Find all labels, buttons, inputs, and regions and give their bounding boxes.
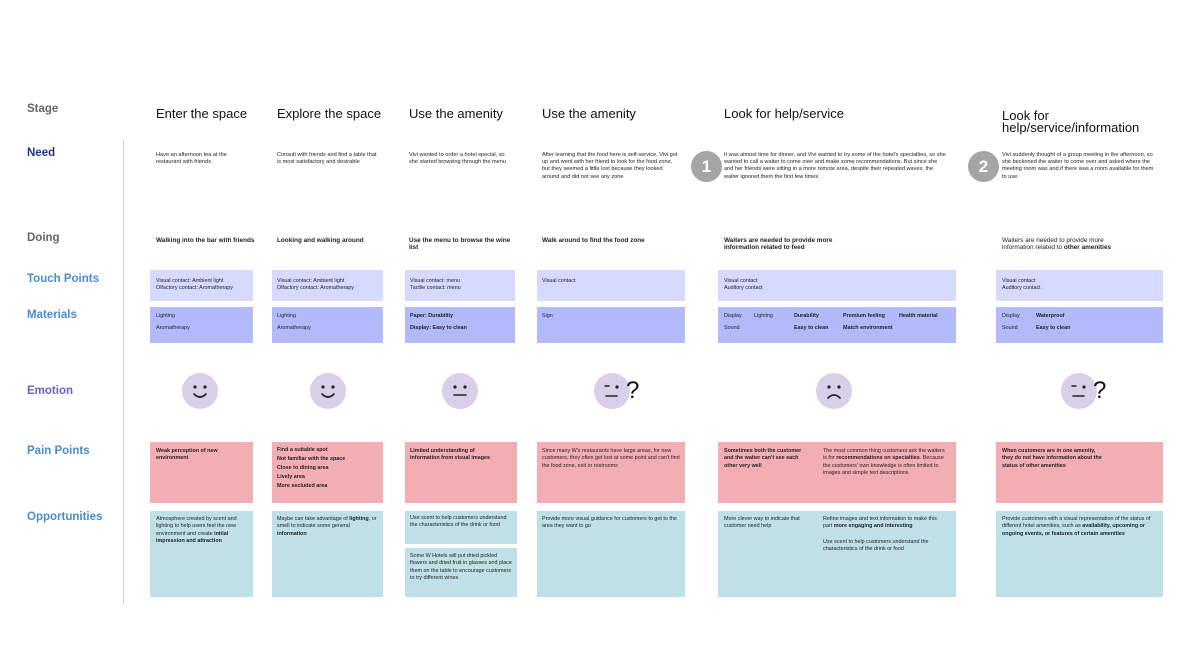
touchpoint-line: Auditory contact <box>724 285 763 291</box>
opportunity-text: Use scent to help customers understand the characteristics of the drink or food <box>823 539 929 553</box>
pain-line: More secluded area <box>277 483 328 489</box>
opportunity-text: Some W Hotels will put dried pickled flowers and dried fruit in glasses and place them on the table to encourage customers to try different wines <box>410 553 512 582</box>
pain-text <box>823 448 945 478</box>
opportunity-box-4 <box>537 511 685 597</box>
doing-text-2: Looking and walking around <box>277 237 364 244</box>
materials-box-2 <box>272 307 383 343</box>
touchpoint-line: Auditory contact <box>1002 285 1041 291</box>
material-item: Aromatherapy <box>277 325 311 331</box>
touchpoint-box-5 <box>718 270 956 301</box>
material-item: Lighting <box>156 313 175 319</box>
need-text-4: After learning that the food here is self-service, Vivi got up and went with her friend to look for the food zone, but they seemed a little lost because they looked around and did not see any zone <box>542 152 678 180</box>
row-label-touch-points: Touch Points <box>27 273 99 285</box>
material-item: Waterproof <box>1036 313 1065 319</box>
pain-box-2 <box>272 442 383 503</box>
touchpoint-line: Visual contact <box>542 278 576 284</box>
opportunity-text <box>823 516 947 531</box>
stage-title-1: Enter the space <box>156 106 248 121</box>
stage-title-6: Look for help/service/information <box>1002 108 1140 135</box>
stage-title-4: Use the amenity <box>542 106 636 121</box>
doing-span: Waiters are needed to provide more information related to <box>1002 237 1104 252</box>
need-text-5: It was almost time for dinner, and Vivi wanted to try some of the hotel's specialties, so she wanted to call a waiter to come over and make some recommendations. But since she and her friends were sitting in a more remote area, despite their repeated waves, the waiter ignored them the first few times <box>724 152 946 180</box>
opportunity-span-bold: initial impression and attraction <box>156 530 229 545</box>
material-item: Match environment <box>843 325 893 331</box>
touchpoint-line: Visual contact <box>1002 278 1036 284</box>
confused-face-icon <box>594 373 630 409</box>
pain-line: Lively area <box>277 474 305 480</box>
opportunity-text <box>277 516 379 538</box>
opportunity-span-bold: lighting <box>349 516 369 522</box>
row-label-pain-points: Pain Points <box>27 445 90 457</box>
opportunity-span-bold: information <box>277 530 307 537</box>
doing-text-1: Walking into the bar with friends <box>156 237 255 244</box>
opportunity-text <box>542 516 677 531</box>
material-item: Premium feeling <box>843 313 885 319</box>
touchpoint-line: Tactile contact: menu <box>410 285 461 291</box>
doing-text-3: Use the menu to browse the wine list <box>409 237 511 252</box>
row-label-emotion: Emotion <box>27 385 73 397</box>
opportunity-span: Refine images and text information to make this part <box>823 516 937 530</box>
pain-line: Not familiar with the space <box>277 456 346 462</box>
doing-text-4: Walk around to find the food zone <box>542 237 645 244</box>
divider-line <box>123 140 124 604</box>
materials-box-6 <box>996 307 1163 343</box>
doing-text-6 <box>1002 237 1132 252</box>
pain-box-6 <box>996 442 1163 503</box>
pain-line: Find a suitable spot <box>277 447 328 453</box>
opportunity-span: Maybe can take advantage of <box>277 516 350 522</box>
stage-title-3: Use the amenity <box>409 106 503 121</box>
opportunity-span: , or smell to indicate some general <box>277 516 377 530</box>
touchpoint-box-4 <box>537 270 685 301</box>
touchpoint-line: Visual contact: Ambient light <box>156 278 224 284</box>
material-item: Lighting <box>754 313 773 319</box>
stage-title-2: Explore the space <box>277 106 382 121</box>
need-text-2: Consult with friends and find a table that is most satisfactory and desirable <box>277 152 377 166</box>
opportunity-span: Provide more visual guidance for customers to get to the area they want to go <box>542 516 677 530</box>
materials-box-4 <box>537 307 685 343</box>
opportunity-box-6 <box>996 511 1163 597</box>
pain-box-3 <box>405 442 517 503</box>
opportunity-span-bold: availability, upcoming or ongoing events, or features of certain amenities <box>1002 523 1146 537</box>
need-text-6: Vivi suddenly thought of a group meeting in the afternoon, so she beckoned the waiter to come over and asked where the meeting room was and if there was a room available for them to use. <box>1002 152 1154 180</box>
material-item: Health material <box>899 313 938 319</box>
touchpoint-line: Olfactory contact: Aromatherapy <box>156 285 234 291</box>
opportunity-box-3a <box>405 511 517 544</box>
question-mark-icon: ? <box>1093 377 1107 404</box>
materials-box-1 <box>150 307 253 343</box>
opportunity-text <box>1002 516 1152 538</box>
pain-span-bold: When customers are in one amenity, they <box>1002 448 1096 462</box>
pain-span: . Because the customers' own knowledge is often limited to images and simple text descriptions <box>823 455 944 477</box>
need-text-1: Have an afternoon tea at the restaurant with friends <box>156 152 227 166</box>
touchpoint-line: Visual contact <box>724 278 758 284</box>
material-item: Display: Easy to clean <box>410 325 467 331</box>
pain-box-5 <box>718 442 956 503</box>
opportunity-box-5 <box>718 511 956 597</box>
touchpoint-box-6 <box>996 270 1163 301</box>
opportunity-box-3b <box>405 548 517 597</box>
opportunity-span: Atmosphere created by scent and lighting to help users feel the new environment and create <box>156 516 237 537</box>
touchpoint-line: Visual contact: Ambient light <box>277 278 345 284</box>
pain-span: The most common thing customers ask the waiters is for <box>823 448 945 462</box>
material-item: Easy to clean <box>794 325 829 331</box>
opportunity-box-1 <box>150 511 253 597</box>
row-label-opportunities: Opportunities <box>27 511 103 523</box>
step-badge-2: 2 <box>968 151 999 182</box>
pain-box-1 <box>150 442 253 503</box>
pain-text <box>1002 448 1107 470</box>
material-item: Display <box>724 313 742 319</box>
row-label-materials: Materials <box>27 309 77 321</box>
stage-title-5: Look for help/service <box>724 106 844 121</box>
touchpoint-box-2 <box>272 270 383 301</box>
pain-text: Since many W's restaurants have large areas, for new customers, they often get lost at some point and can't find the food zone, exit or restrooms <box>542 448 680 469</box>
material-item: Aromatherapy <box>156 325 190 331</box>
doing-span-bold: other amenities <box>1063 244 1112 252</box>
pain-line: Close to dining area <box>277 465 329 471</box>
happy-face-icon <box>182 373 218 409</box>
opportunity-text: Use scent to help customers understand the characteristics of the drink or food <box>410 515 507 529</box>
touchpoint-line: Olfactory contact: Aromatherapy <box>277 285 355 291</box>
material-item: Easy to clean <box>1036 325 1071 331</box>
material-item: Display <box>1002 313 1020 319</box>
need-text-3: Vivi wanted to order a hotel special, so she started browsing through the menu <box>409 152 507 166</box>
row-label-need: Need <box>27 147 56 159</box>
opportunity-span-bold: more engaging and interesting <box>833 523 913 530</box>
opportunity-text: More clever way to indicate that customer need help <box>724 516 800 530</box>
material-item: Sound <box>724 325 740 331</box>
happy-face-icon <box>310 373 346 409</box>
touchpoint-box-1 <box>150 270 253 301</box>
material-item: Sign <box>542 313 553 319</box>
material-item: Lighting <box>277 313 296 319</box>
pain-text: Weak perception of new environment <box>156 448 218 462</box>
row-label-doing: Doing <box>27 232 60 244</box>
pain-span-bold: do not have information about the status of other amenities <box>1002 455 1102 469</box>
pain-box-4 <box>537 442 685 503</box>
pain-text: Limited understanding of information from visual images <box>410 448 490 462</box>
touchpoint-line: Visual contact: menu <box>410 278 460 284</box>
materials-box-3 <box>405 307 515 343</box>
material-item: Durability <box>794 313 819 319</box>
touchpoint-box-3 <box>405 270 515 301</box>
confused-face-icon <box>1061 373 1097 409</box>
opportunity-span: Provide customers with a visual representation of the status of different hotel amenities, such as <box>1002 516 1151 530</box>
pain-span-bold: recommendations on specialties <box>836 455 920 462</box>
row-label-stage: Stage <box>27 103 59 115</box>
question-mark-icon: ? <box>626 377 640 404</box>
sad-face-icon <box>816 373 852 409</box>
materials-box-5 <box>718 307 956 343</box>
opportunity-text <box>156 516 248 546</box>
neutral-face-icon <box>442 373 478 409</box>
material-item: Sound <box>1002 325 1018 331</box>
step-badge-1: 1 <box>691 151 722 182</box>
material-item: Paper: Durability <box>410 313 454 319</box>
opportunity-box-2 <box>272 511 383 597</box>
pain-text: Sometimes both the customer and the waiter can't see each other very well <box>724 448 802 469</box>
doing-text-5: Waiters are needed to provide more information related to feed <box>724 237 833 252</box>
